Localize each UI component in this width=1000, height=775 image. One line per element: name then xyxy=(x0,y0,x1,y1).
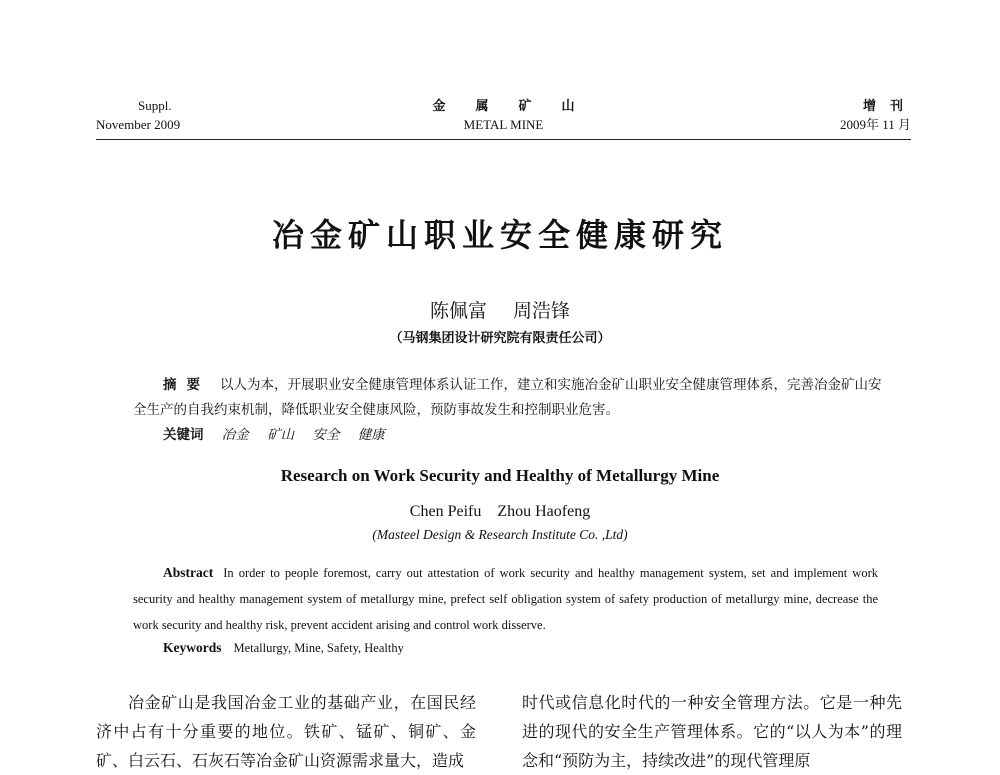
author-en-1: Chen Peifu xyxy=(409,503,482,520)
header-journal-zh: 金属矿山 xyxy=(432,98,605,113)
abstract-en-text: In order to people foremost, carry out attestation of work security and healthy management system, set and implement work security and healthy management system of metallurgy mine, prefect self obligation system of safety production of metallurgy mine, decrease the work security and healthy risk, prevent accident arising and control work disserve. xyxy=(133,566,878,632)
author-en-2: Zhou Haofeng xyxy=(497,503,591,520)
abstract-zh xyxy=(133,373,883,423)
paper-title-en: Research on Work Security and Healthy of Metallurgy Mine xyxy=(280,466,720,485)
body-column-left: 冶金矿山是我国冶金工业的基础产业，在国民经济中占有十分重要的地位。铁矿、锰矿、铜矿、金矿、白云石、石灰石等冶金矿山资源需求量大，造成 xyxy=(96,693,476,770)
body-column-right: 时代或信息化时代的一种安全管理方法。它是一种先进的现代的安全生产管理体系。它的“以人为本”的理念和“预防为主，持续改进”的现代管理原 xyxy=(522,693,902,770)
header-suppl: Suppl. xyxy=(138,98,172,113)
keywords-en-text: Metallurgy, Mine, Safety, Healthy xyxy=(233,641,404,655)
keywords-en-label: Keywords xyxy=(163,640,222,655)
keywords-en xyxy=(163,638,404,658)
abstract-zh-text: 以人为本，开展职业安全健康管理体系认证工作，建立和实施冶金矿山职业安全健康管理体系，完善冶金矿山安全生产的自我约束机制，降低职业安全健康风险，预防事故发生和控制职业危害。 xyxy=(133,377,882,418)
abstract-en-label: Abstract xyxy=(163,565,214,580)
keyword-zh-1: 冶金 xyxy=(221,427,249,443)
header-rule xyxy=(96,139,911,140)
affiliation: （马钢集团设计研究院有限责任公司） xyxy=(389,331,611,346)
header-journal-en: METAL MINE xyxy=(463,117,544,132)
author-list xyxy=(0,296,1000,323)
abstract-zh-label: 摘要 xyxy=(163,377,210,393)
header-suppl-zh: 增刊 xyxy=(862,98,917,113)
keywords-zh-label: 关键词 xyxy=(163,427,204,443)
author-list-en xyxy=(0,503,1000,521)
running-header xyxy=(96,96,917,142)
keyword-zh-3: 安全 xyxy=(312,427,340,443)
author-2: 周浩锋 xyxy=(513,300,571,322)
header-center xyxy=(96,96,911,134)
author-1: 陈佩富 xyxy=(429,300,487,322)
affiliation-en: (Masteel Design & Research Institute Co. ,Ltd) xyxy=(372,527,628,542)
header-date-en: November 2009 xyxy=(96,117,181,132)
header-right xyxy=(839,96,917,134)
header-date-zh: 2009年 11 月 xyxy=(839,117,911,132)
keyword-zh-4: 健康 xyxy=(357,427,385,443)
keywords-zh xyxy=(163,425,399,445)
paper-title: 冶金矿山职业安全健康研究 xyxy=(271,216,728,254)
keyword-zh-2: 矿山 xyxy=(267,427,295,443)
abstract-en xyxy=(133,560,878,638)
